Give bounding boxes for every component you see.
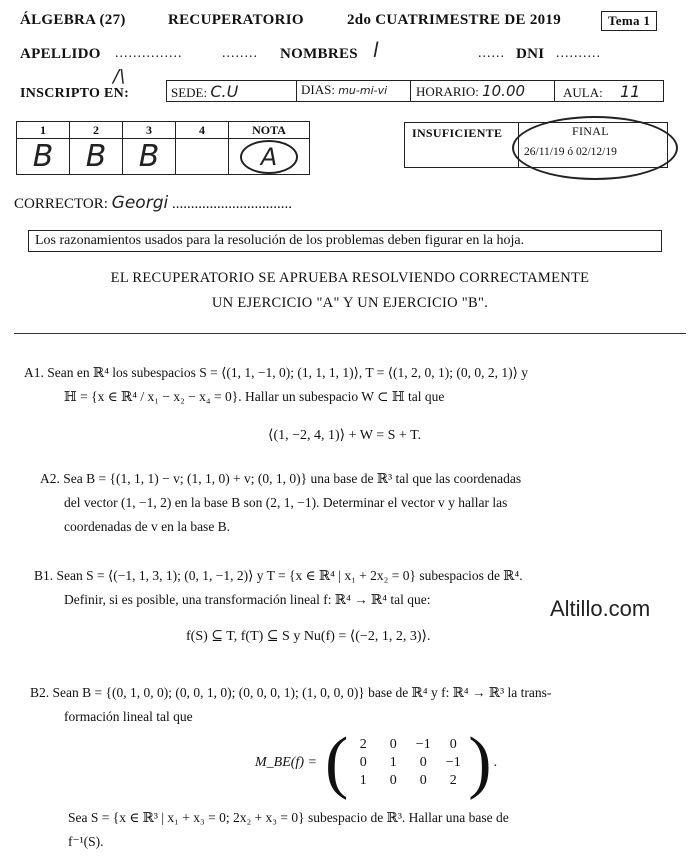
grade-value-2: B — [70, 139, 123, 175]
final-dates: 26/11/19 ó 02/12/19 — [524, 146, 617, 158]
course-title: ÁLGEBRA (27) — [20, 12, 126, 28]
apellido-dots-2: ........ — [222, 46, 258, 61]
matrix-label: M_BE(f) = — [255, 755, 317, 770]
sede-value: C.U — [210, 82, 239, 101]
watermark-text: Altillo.com — [550, 596, 651, 621]
dni-label: DNI — [516, 46, 545, 62]
problem-b2-line-1: B2. Sean B = {(0, 1, 0, 0); (0, 0, 1, 0); (0, 0, 0, 1); (1, 0, 0, 0)} base de ℝ⁴ y f: ℝ⁴ → ℝ³ la trans- — [30, 685, 552, 700]
tema-badge: Tema 1 — [601, 11, 657, 31]
nota-circled-grade: A — [240, 140, 298, 174]
matrix-entry: 0 — [359, 755, 367, 770]
problem-b2-line-3: Sea S = {x ∈ ℝ³ | x₁ + x₃ = 0; 2x₂ + x₃ = 0} subespacio de ℝ³. Hallar una base de — [68, 810, 509, 825]
problem-a2-line-3: coordenadas de v en la base B. — [64, 519, 231, 534]
corrector-name: Georgi — [111, 193, 169, 213]
aula-value: 11 — [619, 82, 641, 101]
grade-value-4 — [176, 139, 229, 175]
final-label: FINAL — [572, 124, 609, 138]
matrix-entries — [348, 737, 468, 789]
problem-b2-line-4: f⁻¹(S). — [68, 834, 104, 849]
grade-value-1: B — [17, 139, 70, 175]
insuficiente-label: INSUFICIENTE — [412, 126, 503, 140]
aula-field — [563, 82, 640, 101]
problem-a2-line-2: del vector (1, −1, 2) en la base B son (2, 1, −1). Determinar el vector v y hallar las — [64, 495, 508, 510]
section-divider — [14, 333, 686, 334]
grade-header-nota: NOTA — [229, 122, 310, 139]
horario-field — [416, 82, 525, 100]
grade-header-3: 3 — [123, 122, 176, 139]
problem-a1-line-2: ℍ = {x ∈ ℝ⁴ / x₁ − x₂ − x₄ = 0}. Hallar un subespacio W ⊂ ℍ tal que — [64, 389, 445, 404]
matrix-entry: 1 — [359, 773, 367, 788]
exam-period: 2do CUATRIMESTRE DE 2019 — [347, 12, 562, 28]
horario-label: HORARIO: — [416, 84, 479, 99]
grade-value-3: B — [123, 139, 176, 175]
problem-b2-matrix — [255, 724, 498, 801]
problem-b1-line-2: Definir, si es posible, una transformación lineal f: ℝ⁴ → ℝ⁴ tal que: — [64, 592, 431, 607]
corrector-dots: ................................ — [171, 196, 292, 212]
matrix-entry: 1 — [389, 755, 397, 770]
apellido-dots: ............... — [115, 46, 183, 61]
matrix-entry: 0 — [419, 773, 427, 788]
dias-value: mu-mi-vi — [338, 84, 388, 97]
problem-a2-line-1: A2. Sea B = {(1, 1, 1) − v; (1, 1, 0) + v; (0, 1, 0)} una base de ℝ³ tal que las coordenadas — [40, 471, 522, 486]
nombres-value: l — [373, 38, 379, 62]
problem-a1-equation: ⟨(1, −2, 4, 1)⟩ + W = S + T. — [268, 428, 422, 443]
approval-line-1: EL RECUPERATORIO SE APRUEBA RESOLVIENDO CORRECTAMENTE — [110, 270, 590, 286]
matrix-period: . — [493, 755, 498, 770]
corrector-field — [14, 193, 292, 213]
dias-label: DIAS: — [301, 82, 335, 97]
sede-label: SEDE: — [171, 85, 208, 100]
inscripto-label: INSCRIPTO EN: — [20, 86, 130, 101]
grade-header-1: 1 — [17, 122, 70, 139]
matrix-entry: 0 — [389, 773, 397, 788]
nombres-label: NOMBRES — [280, 46, 358, 62]
matrix-left-paren: ( — [324, 724, 349, 801]
dias-field — [301, 82, 387, 98]
problem-b1-line-1: B1. Sean S = ⟨(−1, 1, 3, 1); (0, 1, −1, 2)⟩ y T = {x ∈ ℝ⁴ | x₁ + 2x₂ = 0} subespacios de ℝ⁴. — [34, 568, 523, 583]
matrix-right-paren: ) — [468, 724, 492, 801]
dni-dots: .......... — [556, 46, 601, 61]
dias-divider — [410, 80, 411, 102]
inscripto-mark: /\ — [113, 66, 126, 87]
apellido-label: APELLIDO — [20, 46, 101, 62]
grade-header-4: 4 — [176, 122, 229, 139]
corrector-label: CORRECTOR: — [14, 196, 108, 212]
approval-line-2: UN EJERCICIO "A" Y UN EJERCICIO "B". — [211, 295, 489, 311]
problem-a1-line-1: A1. Sean en ℝ⁴ los subespacios S = ⟨(1, 1, −1, 0); (1, 1, 1, 1)⟩, T = ⟨(1, 2, 0, 1); (0, 0, 2, 1)⟩ y — [24, 365, 529, 380]
aula-label: AULA: — [563, 85, 603, 100]
grade-value-nota — [229, 139, 310, 175]
horario-divider — [554, 80, 555, 102]
matrix-entry: 0 — [389, 737, 397, 752]
notice-box: Los razonamientos usados para la resolución de los problemas deben figurar en la hoja. — [28, 230, 662, 252]
matrix-entry: 2 — [449, 773, 457, 788]
horario-value: 10.00 — [482, 82, 526, 100]
sede-field — [171, 82, 238, 101]
problem-b2-line-2: formación lineal tal que — [64, 709, 193, 724]
final-circle-mark — [512, 116, 678, 180]
problem-b1-equation: f(S) ⊆ T, f(T) ⊆ S y Nu(f) = ⟨(−2, 1, 2, 3)⟩. — [186, 629, 431, 644]
matrix-entry: 2 — [359, 737, 367, 752]
matrix-entry: −1 — [415, 737, 431, 752]
grade-header-2: 2 — [70, 122, 123, 139]
matrix-entry: 0 — [419, 755, 427, 770]
sede-divider — [296, 80, 297, 102]
matrix-entry: 0 — [449, 737, 457, 752]
matrix-entry: −1 — [445, 755, 461, 770]
grades-table — [16, 121, 310, 175]
exam-type: RECUPERATORIO — [168, 12, 304, 28]
nombres-dots: ...... — [478, 46, 505, 61]
